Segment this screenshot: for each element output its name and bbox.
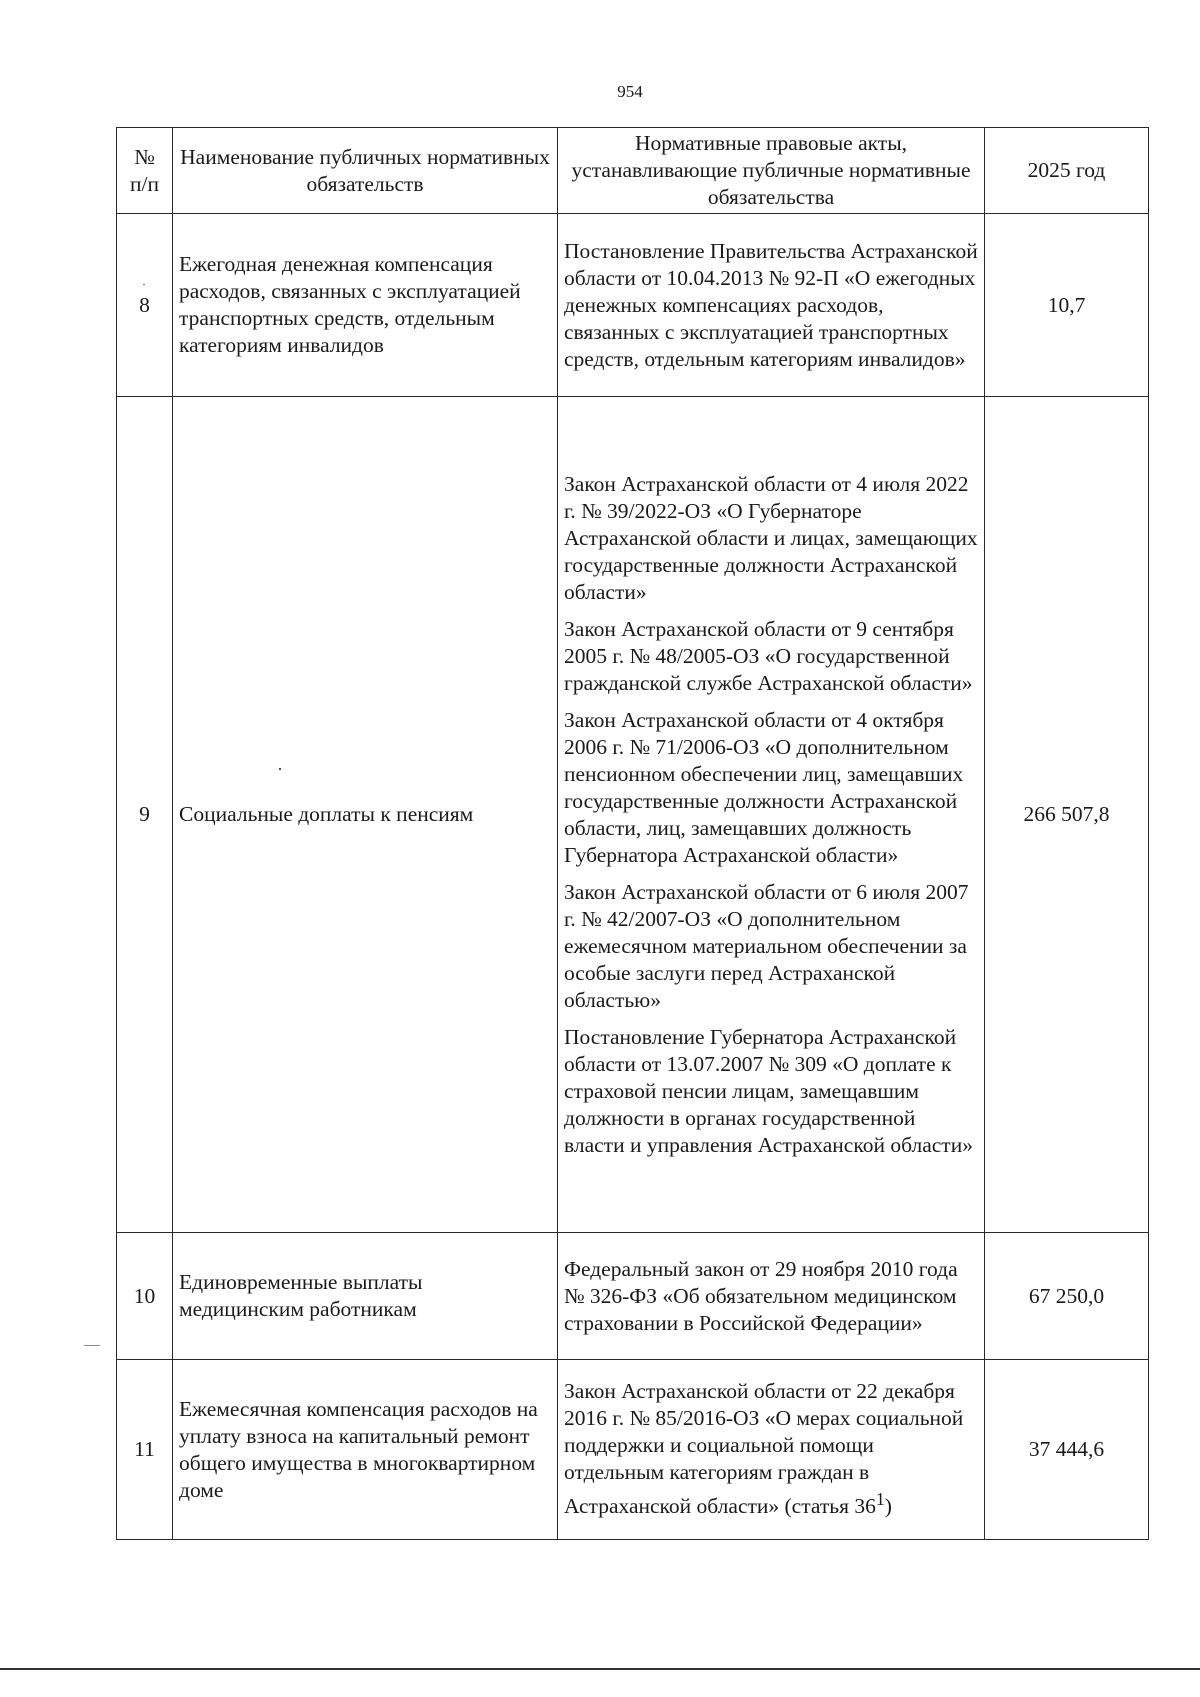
row-name: Единовременные выплаты медицинским работникам bbox=[173, 1233, 558, 1360]
scan-speck bbox=[279, 768, 281, 770]
row-acts bbox=[558, 1360, 985, 1540]
article-superscript: 1 bbox=[875, 1489, 885, 1510]
row-num: 11 bbox=[117, 1360, 173, 1540]
row-num: 9 bbox=[117, 397, 173, 1233]
row-num: 10 bbox=[117, 1233, 173, 1360]
header-name: Наименование публичных нормативных обязательств bbox=[173, 128, 558, 214]
table-row bbox=[117, 214, 1149, 397]
obligations-table bbox=[116, 127, 1149, 1540]
row-name: Ежемесячная компенсация расходов на уплату взноса на капитальный ремонт общего имущества в многоквартирном доме bbox=[173, 1360, 558, 1540]
act-text: Закон Астраханской области от 22 декабря 2016 г. № 85/2016-ОЗ «О мерах социальной поддержки и социальной помощи отдельным категориям граждан в Астраханской области» (статья 36 bbox=[564, 1379, 964, 1519]
header-num: № п/п bbox=[117, 128, 173, 214]
act-item bbox=[564, 1378, 978, 1520]
header-year: 2025 год bbox=[985, 128, 1149, 214]
row-acts bbox=[558, 214, 985, 397]
table-header-row bbox=[117, 128, 1149, 214]
act-item: Закон Астраханской области от 9 сентября 2005 г. № 48/2005-ОЗ «О государственной гражданской службе Астраханской области» bbox=[564, 616, 973, 695]
row-acts bbox=[558, 397, 985, 1233]
row-sum: 266 507,8 bbox=[985, 397, 1149, 1233]
row-acts bbox=[558, 1233, 985, 1360]
scan-dot: · bbox=[142, 277, 146, 291]
act-item: Закон Астраханской области от 4 октября 2006 г. № 71/2006-ОЗ «О дополнительном пенсионном обеспечении лиц, замещавших государственные должности Астраханской области, лиц, замещавших должность Губернатора Астраханской области» bbox=[564, 707, 964, 867]
act-item: Постановление Губернатора Астраханской области от 13.07.2007 № 309 «О доплате к страховой пенсии лицам, замещавшим должности в органах государственной власти и управления Астраханской области» bbox=[564, 1024, 973, 1157]
bottom-rule bbox=[0, 1668, 1200, 1670]
act-item: Закон Астраханской области от 6 июля 2007 г. № 42/2007-ОЗ «О дополнительном ежемесячном материальном обеспечении за особые заслуги перед Астраханской областью» bbox=[564, 879, 969, 1012]
row-sum: 37 444,6 bbox=[985, 1360, 1149, 1540]
row-sum: 10,7 bbox=[985, 214, 1149, 397]
row-sum: 67 250,0 bbox=[985, 1233, 1149, 1360]
act-item: Закон Астраханской области от 4 июля 2022 г. № 39/2022-ОЗ «О Губернаторе Астраханской области и лицах, замещающих государственные должности Астраханской области» bbox=[564, 471, 978, 604]
header-acts: Нормативные правовые акты, устанавливающие публичные нормативные обязательства bbox=[558, 128, 985, 214]
row-num: 8 bbox=[117, 214, 173, 397]
table-row bbox=[117, 397, 1149, 1233]
act-item: Постановление Правительства Астраханской области от 10.04.2013 № 92-П «О ежегодных денежных компенсациях расходов, связанных с эксплуатацией транспортных средств, отдельным категориям инвалидов» bbox=[564, 238, 978, 371]
row-name: Социальные доплаты к пенсиям bbox=[173, 397, 558, 1233]
table-row bbox=[117, 1233, 1149, 1360]
page-number: 954 bbox=[617, 82, 643, 101]
table-row bbox=[117, 1360, 1149, 1540]
act-item: Федеральный закон от 29 ноября 2010 года № 326-ФЗ «Об обязательном медицинском страховании в Российской Федерации» bbox=[564, 1256, 958, 1335]
row-name: Ежегодная денежная компенсация расходов, связанных с эксплуатацией транспортных средств, отдельным категориям инвалидов bbox=[173, 214, 558, 397]
act-tail: ) bbox=[884, 1494, 892, 1519]
margin-mark bbox=[84, 1345, 100, 1346]
